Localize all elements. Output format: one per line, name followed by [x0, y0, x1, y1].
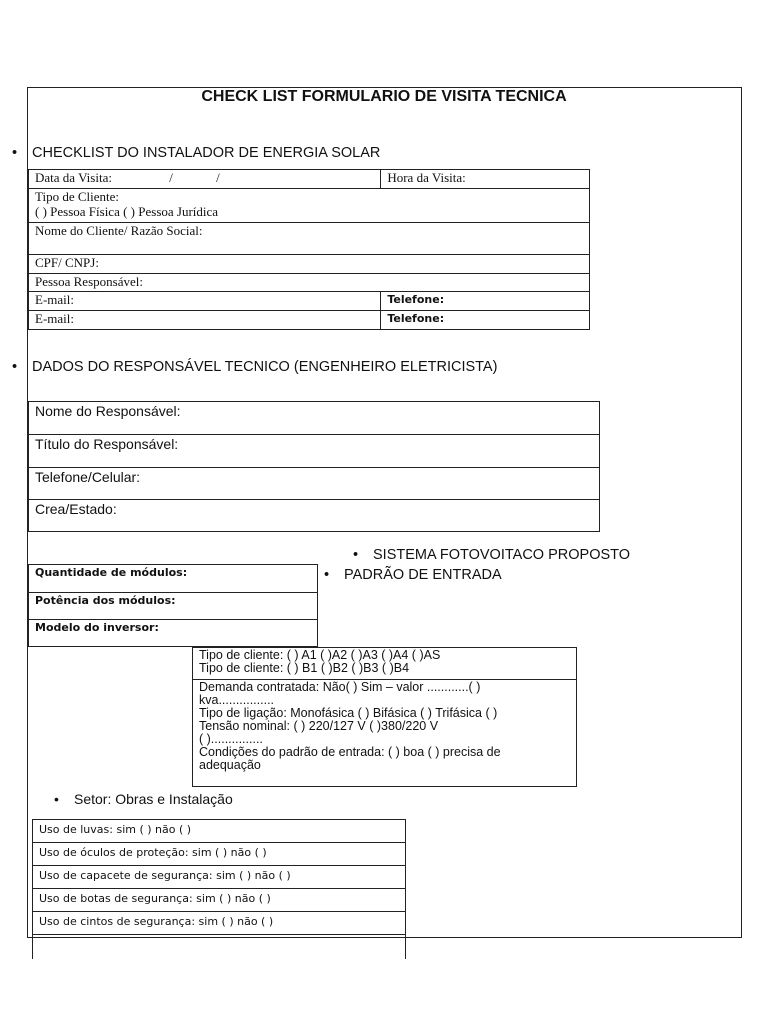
modules-table	[28, 564, 318, 647]
table-row	[29, 311, 590, 330]
table-row	[29, 223, 590, 255]
table-row	[193, 680, 577, 787]
entry-standard-table	[192, 647, 577, 787]
table-row	[29, 170, 590, 189]
client-name-field[interactable]: Nome do Cliente/ Razão Social:	[29, 223, 590, 255]
email-field[interactable]: E-mail:	[29, 292, 381, 311]
contracted-demand: Demanda contratada: Não( ) Sim – valor ............( )	[199, 680, 481, 694]
table-row	[29, 500, 600, 532]
section-heading-text: SISTEMA FOTOVOITACO PROPOSTO	[373, 547, 631, 563]
responsible-person-field[interactable]: Pessoa Responsável:	[29, 274, 590, 292]
engineer-crea-field[interactable]: Crea/Estado:	[29, 500, 600, 532]
bullet-icon: •	[12, 359, 18, 375]
phone-field[interactable]: Telefone:	[381, 292, 590, 311]
empty-row[interactable]	[33, 935, 406, 959]
table-row	[29, 620, 318, 647]
bullet-icon: •	[353, 547, 359, 563]
client-info-table	[28, 169, 590, 330]
table-row	[29, 255, 590, 274]
bullet-icon: •	[324, 567, 330, 583]
table-row	[29, 402, 600, 435]
table-row	[29, 435, 600, 468]
email-field[interactable]: E-mail:	[29, 311, 381, 330]
helmet-field[interactable]: Uso de capacete de segurança: sim ( ) não ( )	[33, 866, 406, 889]
connection-type: Tipo de ligação: Monofásica ( ) Bifásica ( ) Trifásica ( )	[199, 706, 498, 720]
bullet-icon: •	[54, 791, 59, 807]
section-heading-engineer	[12, 359, 497, 375]
nominal-voltage: Tensão nominal: ( ) 220/127 V ( )380/220 V	[199, 719, 439, 733]
table-row	[33, 935, 406, 959]
section-heading-text: DADOS DO RESPONSÁVEL TECNICO (ENGENHEIRO ELETRICISTA)	[32, 359, 498, 375]
visit-time-field[interactable]: Hora da Visita:	[381, 170, 590, 189]
client-type-options: ( ) Pessoa Física ( ) Pessoa Jurídica	[35, 204, 219, 219]
visit-date-field[interactable]: Data da Visita: / /	[29, 170, 381, 189]
module-power-field[interactable]: Potência dos módulos:	[29, 593, 318, 620]
table-row	[33, 866, 406, 889]
section-heading-text: Setor: Obras e Instalação	[74, 791, 233, 807]
safety-table	[32, 819, 406, 959]
table-row	[29, 468, 600, 500]
goggles-field[interactable]: Uso de óculos de proteção: sim ( ) não ( )	[33, 843, 406, 866]
section-heading-text: CHECKLIST DO INSTALADOR DE ENERGIA SOLAR	[32, 145, 381, 161]
client-type-tariff-field[interactable]: Tipo de cliente: ( ) A1 ( )A2 ( )A3 ( )A4 ( )AS Tipo de cliente: ( ) B1 ( )B2 ( )B3 ( )B4	[193, 648, 577, 680]
section-heading-entry-standard	[324, 567, 502, 583]
table-row	[33, 820, 406, 843]
table-row	[29, 565, 318, 593]
boots-field[interactable]: Uso de botas de segurança: sim ( ) não ( )	[33, 889, 406, 912]
entry-conditions: Condições do padrão de entrada: ( ) boa ( ) precisa de	[199, 745, 501, 759]
table-row	[33, 912, 406, 935]
engineer-title-field[interactable]: Título do Responsável:	[29, 435, 600, 468]
belts-field[interactable]: Uso de cintos de segurança: sim ( ) não ( )	[33, 912, 406, 935]
table-row	[33, 889, 406, 912]
engineer-table	[28, 401, 600, 532]
phone-field[interactable]: Telefone:	[381, 311, 590, 330]
cpf-field[interactable]: CPF/ CNPJ:	[29, 255, 590, 274]
page-title: CHECK LIST FORMULARIO DE VISITA TECNICA	[201, 88, 567, 105]
section-heading-installer	[12, 145, 380, 161]
bullet-icon: •	[12, 145, 18, 161]
table-row	[29, 292, 590, 311]
table-row	[29, 189, 590, 223]
engineer-name-field[interactable]: Nome do Responsável:	[29, 402, 600, 435]
module-quantity-field[interactable]: Quantidade de módulos:	[29, 565, 318, 593]
entry-details-field[interactable]: Demanda contratada: Não( ) Sim – valor ............( ) kva................ Tipo de ligação: Monofásica ( ) Bifásica ( ) Trifásica ( ) Tensão nominal: ( ) 220/127 V ( )380/220 V ( )............... Condições do padrão de entrada: ( ) boa ( ) precisa de adequação	[193, 680, 577, 787]
table-row	[29, 593, 318, 620]
section-heading-text: PADRÃO DE ENTRADA	[344, 567, 502, 583]
section-heading-pv-system	[353, 547, 630, 563]
table-row	[193, 648, 577, 680]
section-heading-works	[54, 791, 233, 807]
inverter-model-field[interactable]: Modelo do inversor:	[29, 620, 318, 647]
client-type-field[interactable]: Tipo de Cliente: ( ) Pessoa Física ( ) Pessoa Jurídica	[29, 189, 590, 223]
table-row	[29, 274, 590, 292]
engineer-phone-field[interactable]: Telefone/Celular:	[29, 468, 600, 500]
gloves-field[interactable]: Uso de luvas: sim ( ) não ( )	[33, 820, 406, 843]
table-row	[33, 843, 406, 866]
